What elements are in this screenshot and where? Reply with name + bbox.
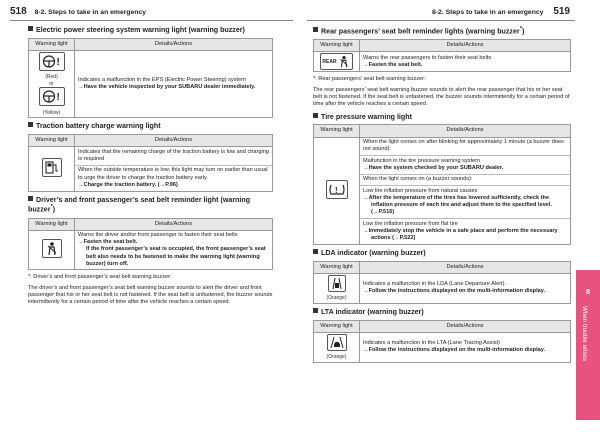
lane-tracing-icon (327, 334, 347, 351)
battery-icon-cell (29, 147, 75, 191)
header-rule (10, 20, 293, 21)
lda-icon-cell: (Orange) (314, 273, 360, 303)
tire-details: When the light comes on after blinking for approximately 1 minute (a buzzer does not sound): Malfunction in the tire pressure warning system →Have the system checked by your SUBARU dealer. When the light comes on (a buzzer sounds): Low tire inflation pressure from natural causes →After the temperature of the tires has lowered sufficiently, check the inflation pressure of each tire and adjust them to the specified level.(→P.516) Low tire inflation pressure from flat tire →Immediately stop the vehicle in a safe place and perform the necessary actions (→P.522) (360, 137, 571, 244)
front-belt-footnote: *: Driver’s and front passenger’s seat belt warning buzzer: The driver’s and front passenger’s seat belt warning buzzer sounds to alert the driver and front passenger that his or her seat belt is not fastened. If the seat belt is unfastened, the buzzer sounds intermittently for a certain period of time after the vehicle reaches a certain speed. (28, 274, 273, 306)
front-belt-details: Warns the driver and/or front passenger to fasten their seat belts →Fasten the seat belt. If the front passenger’s seat is occupied, the front passenger’s seat belt also needs to be fastened to make the warning light (warning buzzer) turn off. (75, 230, 273, 269)
page-number: 519 (553, 6, 570, 17)
lda-heading: LDA indicator (warning buzzer) (313, 249, 571, 258)
right-page-header (432, 5, 570, 19)
lda-table: Warning light Details/Actions (Orange) Indicates a malfunction in the LDA (Lane Departure Alert). →Follow the instructions displayed on the multi-information display. (313, 261, 571, 304)
rear-belt-icon-cell (314, 52, 360, 72)
svg-text:!: ! (334, 185, 338, 195)
rear-seat-belt-icon: REAR (320, 53, 352, 70)
lta-icon-cell: (Orange) (314, 332, 360, 362)
rear-belt-footnote: *: Rear passengers’ seat belt warning buzzer: The rear passengers’ seat belt warning buzzer sounds to alert the rear passenger that his or her seat belt is not fastened. If the seat belt is unfastened, the buzzer sounds intermittently for a certain period of time after the vehicle reaches a certain speed. (313, 76, 570, 108)
battery-heading: Traction battery charge warning light (28, 122, 273, 131)
eps-details: Indicates a malfunction in the EPS (Electric Power Steering) system →Have the vehicle inspected by your SUBARU dealer immediately. (75, 51, 273, 118)
chapter-side-tab[interactable]: 8 When trouble arises (576, 270, 600, 420)
lta-table: Warning light Details/Actions (Orange) Indicates a malfunction in the LTA (Lane Tracing Assist) →Follow the instructions displayed on the multi-information display. (313, 320, 571, 363)
rear-belt-heading: Rear passengers’ seat belt reminder lights (warning buzzer*) (313, 26, 571, 36)
battery-details: Indicates that the remaining charge of the traction battery is low and charging is required When the outside temperature is low, this light may turn on earlier than usual to urge the driver to charge the traction battery early. →Charge the traction battery. (→P.96) (75, 147, 273, 191)
eps-table: Warning light Details/Actions ! (Red) or ! (Yellow) Indicates a malfunction in the EPS (Electric Power Steering) system →Have the vehicle inspected by your SUBARU dealer immediately. (28, 38, 273, 118)
battery-table: Warning light Details/Actions Indicates that the remaining charge of the traction battery is low and charging is required When the outside temperature is low, this light may turn on earlier than usual to urge the driver to charge the traction battery early. →Charge the traction battery. (→P.96) (28, 134, 273, 192)
header-rule (307, 20, 575, 21)
steering-warning-icon-yellow (39, 87, 65, 106)
page-number: 518 (10, 6, 27, 17)
eps-heading: Electric power steering system warning light (warning buzzer) (28, 26, 273, 35)
front-belt-table: Warning light Details/Actions Warns the driver and/or front passenger to fasten their seat belts →Fasten the seat belt. If the front passenger’s seat is occupied, the front passenger’s seat belt also needs to be fastened to make the warning light (warning buzzer) turn off. (28, 218, 273, 271)
lda-details: Indicates a malfunction in the LDA (Lane Departure Alert). →Follow the instructions displayed on the multi-information display. (360, 273, 571, 303)
section-title: 8-2. Steps to take in an emergency (431, 9, 544, 16)
front-belt-heading: Driver’s and front passenger’s seat belt reminder light (warning buzzer*) (28, 195, 251, 214)
svg-text:!: ! (56, 92, 60, 104)
rear-belt-details: Warns the rear passengers to fasten their seat belts →Fasten the seat belt. (360, 52, 571, 72)
eps-icon-cell: ! (Red) or ! (Yellow) (29, 51, 75, 118)
tire-pressure-icon (326, 180, 348, 199)
lta-details: Indicates a malfunction in the LTA (Lane Tracing Assist) →Follow the instructions displayed on the multi-information display. (360, 332, 571, 362)
section-title: 8-2. Steps to take in an emergency (34, 9, 147, 16)
lta-heading: LTA indicator (warning buzzer) (313, 308, 571, 317)
tire-table: Warning light Details/Actions ! When the light comes on after blinking for approximately 1 minute (a buzzer does not sound): Malfunction in the tire pressure warning system →Have the system checked by your SUBARU dealer. When the light comes on (a buzzer sounds): Low tire inflation pressure from natural causes →After the temperature of the tires has lowered sufficiently, check the inflation pressure of each tire and adjust them to the specified level.(→P.516) Low tire inflation pressure from flat tire →Immediately stop the vehicle in a safe place and perform the necessary actions (→P.522) (313, 124, 571, 244)
right-page (300, 0, 600, 439)
front-belt-icon-cell (29, 230, 75, 269)
battery-charge-icon (42, 158, 62, 177)
left-page-header (10, 5, 146, 19)
seat-belt-icon (42, 239, 62, 258)
rear-belt-table: Warning light Details/Actions REAR Warns the rear passengers to fasten their seat belts →Fasten the seat belt. (313, 39, 571, 72)
tire-icon-cell (314, 137, 360, 244)
svg-text:!: ! (56, 57, 60, 69)
lane-departure-icon (328, 275, 346, 292)
tire-heading: Tire pressure warning light (313, 113, 571, 122)
steering-warning-icon (39, 52, 65, 71)
